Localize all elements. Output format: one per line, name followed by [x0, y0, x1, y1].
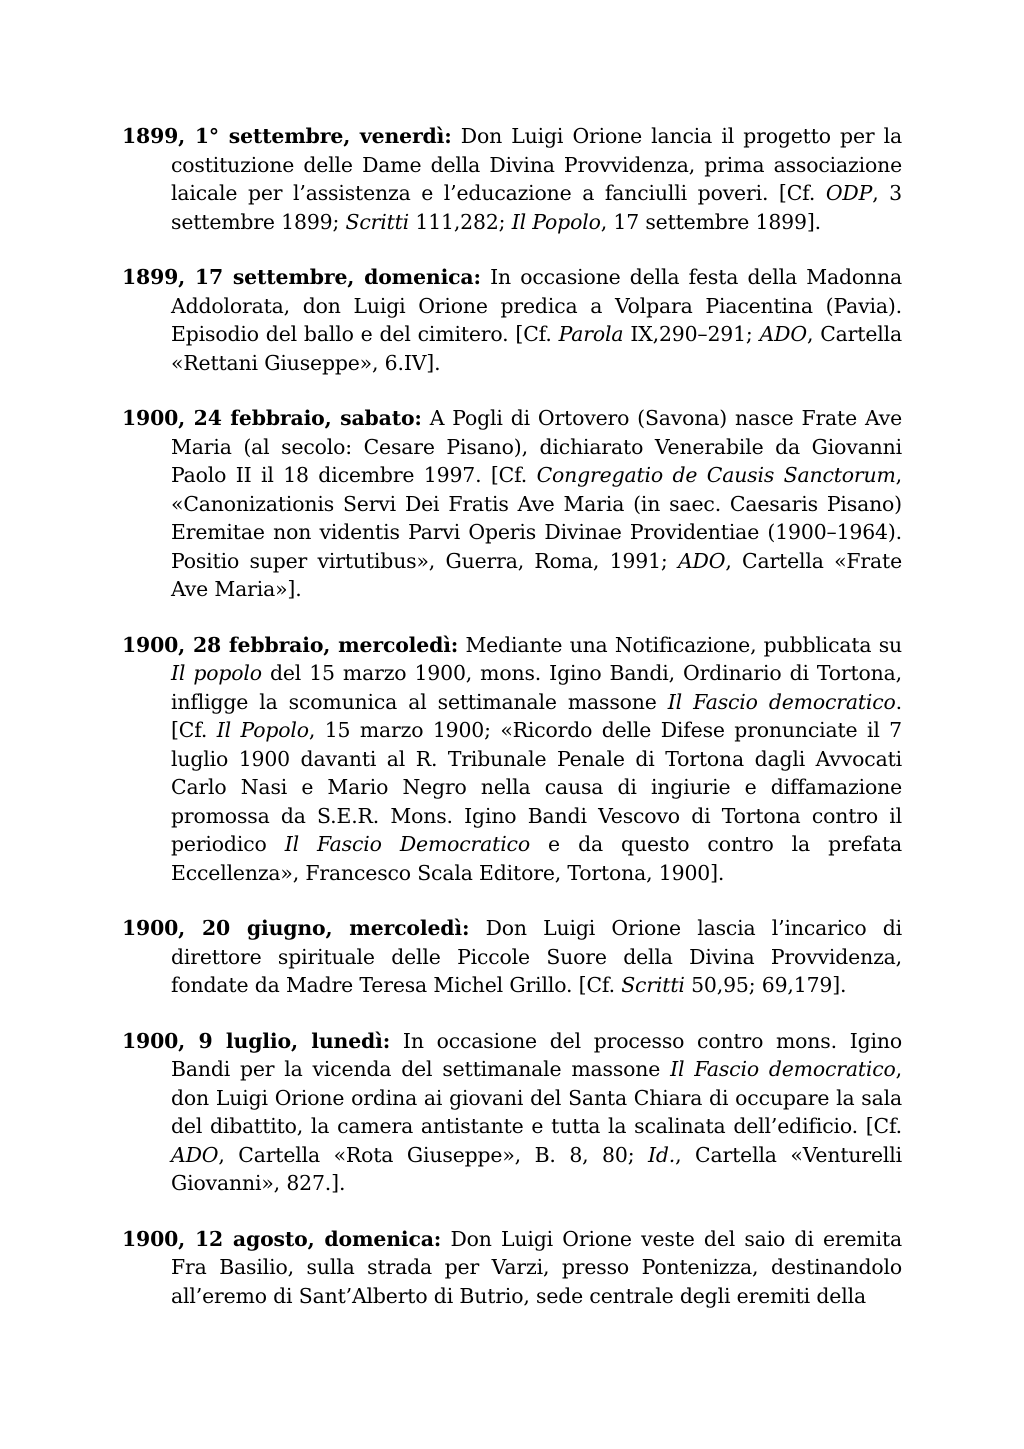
- entry-text: , Cartella «Venturelli Giovanni», 827.].: [171, 1142, 902, 1195]
- entry-citation-title: Id.: [648, 1142, 676, 1167]
- entry-text: Mediante una Notificazione, pubblicata su: [465, 632, 902, 657]
- entry-citation-title: Congregatio de Causis Sanctorum: [536, 463, 896, 487]
- entry-text: , Cartella «Rota Giuseppe», B. 8, 80;: [218, 1142, 648, 1167]
- entry-text: , 17 settembre 1899].: [600, 209, 821, 234]
- entry-citation-title: ADO: [171, 1142, 219, 1167]
- entry-text: e da questo contro la prefata Eccellenza», Francesco Scala Editore, Tortona, 1900].: [171, 832, 903, 885]
- chronology-entry: [122, 404, 902, 604]
- entry-citation-title: Il Fascio democratico: [667, 689, 896, 714]
- chronology-list: [122, 122, 902, 1337]
- chronology-entry: [122, 631, 902, 888]
- entry-text: Don Luigi Orione lancia il progetto per la costituzione delle Dame della Divina Provvidenza, prima associazione laicale per l’assistenza e l’educazione a fanciulli poveri. [Cf.: [171, 124, 902, 205]
- entry-text: del 15 marzo 1900, mons. Igino Bandi, Ordinario di Tortona, infligge la scomunica al settimanale massone: [171, 661, 902, 714]
- entry-date: 1900, 20 giugno, mercoledì:: [122, 916, 470, 940]
- entry-text: . [Cf.: [171, 689, 902, 742]
- entry-date: 1899, 1° settembre, venerdì:: [122, 124, 452, 148]
- entry-citation-title: Il popolo: [171, 661, 262, 685]
- entry-date: 1899, 17 settembre, domenica:: [122, 265, 481, 289]
- entry-text: , 3 settembre 1899;: [171, 181, 902, 234]
- entry-citation-title: Scritti: [345, 209, 410, 234]
- chronology-entry: [122, 263, 902, 377]
- entry-citation-title: Il Popolo: [511, 209, 601, 234]
- entry-date: 1900, 9 luglio, lunedì:: [122, 1028, 391, 1053]
- chronology-entry: [122, 1027, 902, 1198]
- entry-citation-title: Parola: [558, 322, 624, 346]
- entry-text: , Cartella «Rettani Giuseppe», 6.IV].: [171, 322, 902, 375]
- entry-text: Don Luigi Orione veste del saio di eremita Fra Basilio, sulla strada per Varzi, presso Pontenizza, destinandolo all’eremo di Sant’Alberto di Butrio, sede centrale degli eremiti della: [171, 1226, 902, 1308]
- chronology-entry: [122, 914, 902, 1000]
- entry-text: , Cartella «Frate Ave Maria»].: [171, 548, 902, 601]
- entry-citation-title: Il Popolo: [216, 718, 309, 742]
- entry-text: 50,95; 69,179].: [684, 973, 847, 997]
- entry-text: In occasione della festa della Madonna Addolorata, don Luigi Orione predica a Volpara Piacentina (Pavia). Episodio del ballo e del cimitero. [Cf.: [171, 265, 902, 346]
- entry-date: 1900, 24 febbraio, sabato:: [122, 406, 422, 430]
- entry-citation-title: ADO: [677, 548, 726, 573]
- entry-text: In occasione del processo contro mons. Igino Bandi per la vicenda del settimanale massone: [171, 1028, 902, 1081]
- entry-citation-title: ADO: [759, 322, 807, 346]
- entry-citation-title: Scritti: [621, 973, 685, 997]
- entry-date: 1900, 28 febbraio, mercoledì:: [122, 632, 459, 657]
- entry-text: A Pogli di Ortovero (Savona) nasce Frate Ave Maria (al secolo: Cesare Pisano), dichiarato Venerabile da Giovanni Paolo II il 18 dicembre 1997. [Cf.: [171, 406, 902, 487]
- entry-text: IX,290–291;: [623, 322, 760, 346]
- entry-text: , 15 marzo 1900; «Ricordo delle Difese pronunciate il 7 luglio 1900 davanti al R. Tribunale Penale di Tortona dagli Avvocati Carlo Nasi e Mario Negro nella causa di ingiurie e diffamazione promossa da S.E.R. Mons. Igino Bandi Vescovo di Tortona contro il periodico: [171, 718, 902, 856]
- chronology-entry: [122, 122, 902, 236]
- entry-text: Don Luigi Orione lascia l’incarico di direttore spirituale delle Piccole Suore della Divina Provvidenza, fondate da Madre Teresa Michel Grillo. [Cf.: [171, 916, 902, 997]
- entry-text: , don Luigi Orione ordina ai giovani del Santa Chiara di occupare la sala del dibattito, la camera antistante e tutta la scalinata dell’edificio. [Cf.: [171, 1057, 902, 1138]
- entry-date: 1900, 12 agosto, domenica:: [122, 1226, 442, 1251]
- chronology-entry: [122, 1225, 902, 1311]
- entry-text: 111,282;: [409, 209, 512, 234]
- entry-text: , «Canonizationis Servi Dei Fratis Ave Maria (in saec. Caesaris Pisano) Eremitae non videntis Parvi Operis Divinae Providentiae (1900–1964). Positio super virtutibus», Guerra, Roma, 1991;: [171, 463, 902, 573]
- entry-citation-title: Il Fascio Democratico: [284, 832, 530, 856]
- entry-citation-title: ODP: [825, 181, 873, 205]
- entry-citation-title: Il Fascio democratico: [670, 1057, 896, 1081]
